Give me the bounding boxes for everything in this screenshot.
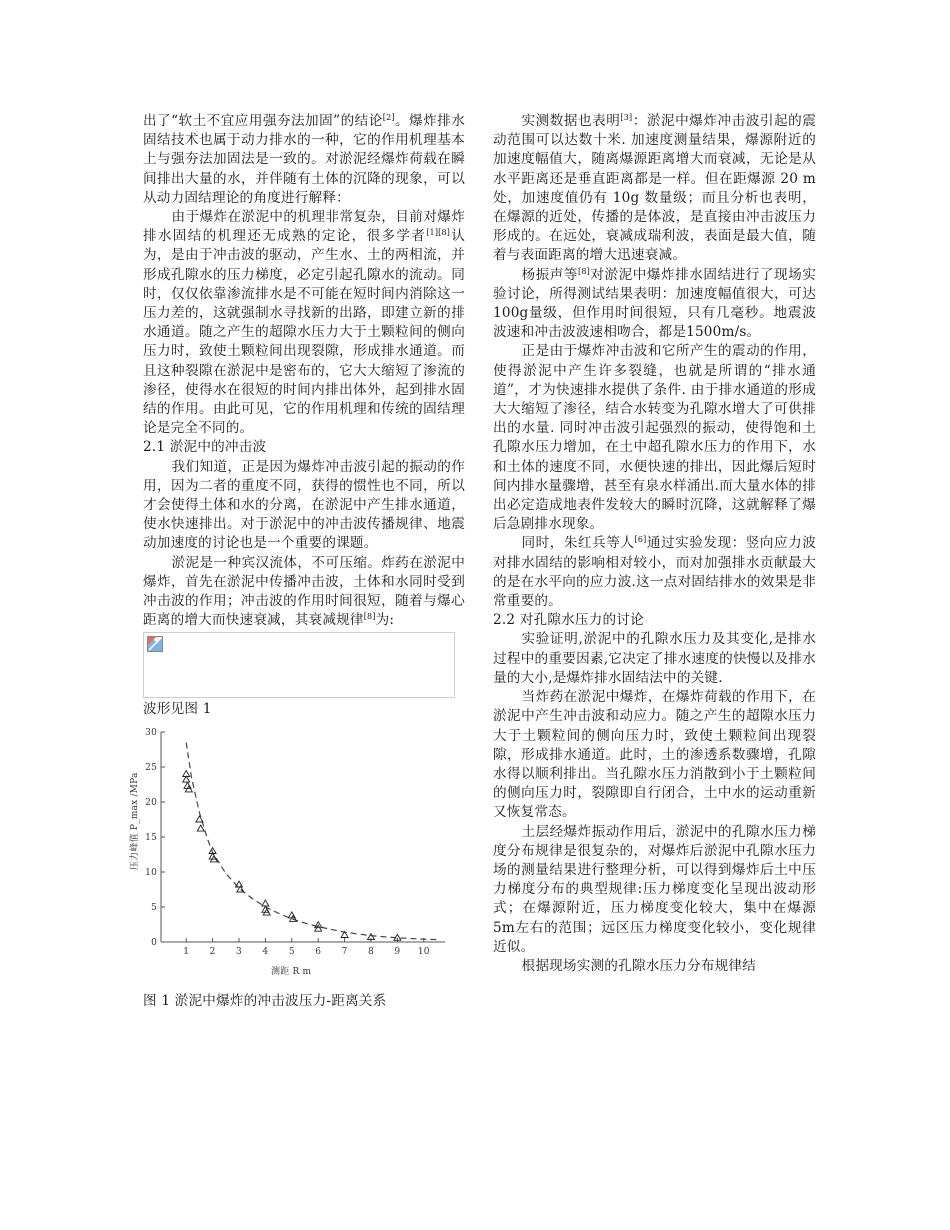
section-heading: 2.2 对孔隙水压力的讨论	[493, 612, 644, 629]
y-tick-label: 25	[145, 762, 157, 773]
paragraph: 当炸药在淤泥中爆炸，在爆炸荷载的作用下，在淤泥中产生冲击波和动应力。随之产生的超隙水压力大于土颗粒间的侧向压力时，致使土颗粒间出现裂隙，形成排水通道。此时，土的渗透系数骤增，孔隙水得以顺利排出。当孔隙水压力消散到小于土颗粒间的侧向压力时，裂隙即自行闭合，土中水的运动重新又恢复常态。	[493, 689, 816, 821]
paragraph: 实测数据也表明[3]：淤泥中爆炸冲击波引起的震动范围可以达数十米. 加速度测量结果，爆源附近的加速度幅值大，随离爆源距离增大而衰减，无论是从水平距离还是垂直距离都是一样。但在距爆源 20 m处，加速度值仍有 10g 数量级；而且分析也表明，在爆源的近处，传播的是体波，是直接由冲击波压力形成的。在远处，衰减成瑞利波，表面是最大值，随着与表面距离的增大迅速衰减。	[493, 113, 816, 264]
x-tick-label: 8	[368, 946, 374, 957]
left-column	[130, 112, 466, 1011]
pressure-distance-chart	[130, 722, 465, 984]
data-point	[185, 786, 192, 792]
paragraph: 我们知道，正是因为爆炸冲击波引起的振动的作用，因为二者的重度不同，获得的惯性也不同，所以才会使得土体和水的分离，在淤泥中产生排水通道，使水快速排出。对于淤泥中的冲击波传播规律、地震动加速度的讨论也是一个重要的课题。	[143, 458, 465, 552]
y-tick-label: 5	[151, 902, 157, 913]
citation: [8]	[363, 612, 376, 622]
y-tick-label: 20	[145, 797, 157, 808]
y-tick-label: 15	[145, 832, 157, 843]
x-tick-label: 6	[315, 946, 322, 957]
paragraph: 杨振声等[8]对淤泥中爆炸排水固结进行了现场实验讨论，所得测试结果表明：加速度幅值很大，可达100g量级，但作用时间很短，只有几毫秒。地震波波速和冲击波波速相吻合，都是1500m/s。	[493, 266, 816, 341]
citation: [1][8]	[426, 228, 451, 238]
x-tick-label: 10	[417, 946, 430, 957]
paragraph: 淤泥是一种宾汉流体，不可压缩。炸药在淤泥中爆炸，首先在淤泥中传播冲击波，土体和水同时受到冲击波的作用；冲击波的作用时间很短，随着与爆心距离的增大而快速衰减，其衰减规律[8]为:	[143, 554, 465, 629]
x-tick-label: 4	[262, 946, 269, 957]
x-tick-label: 5	[288, 946, 295, 957]
section-heading: 2.1 淤泥中的冲击波	[143, 439, 267, 456]
data-point	[183, 776, 190, 782]
citation: [2]	[382, 113, 395, 122]
figure-caption: 图 1 淤泥中爆炸的冲击波压力-距离关系	[143, 992, 387, 1009]
y-tick-label: 0	[151, 937, 157, 948]
right-column	[493, 112, 816, 976]
y-tick-label: 10	[145, 867, 157, 878]
data-point	[262, 900, 269, 906]
citation: [6]	[634, 535, 647, 545]
formula-image-placeholder	[143, 632, 455, 698]
broken-image-icon	[147, 636, 163, 652]
fit-curve	[186, 742, 437, 939]
paragraph: 土层经爆炸振动作用后，淤泥中的孔隙水压力梯度分布规律是很复杂的，对爆炸后淤泥中孔隙水压力场的测量结果进行整理分析，可以得到爆炸后土中压力梯度分布的典型规律:压力梯度变化呈现出波动形式；在爆源附近，压力梯度变化较大，集中在爆源5m左右的范围；远区压力梯度变化较小，变化规律近似。	[493, 823, 816, 955]
x-tick-label: 2	[209, 946, 216, 957]
paragraph: 实验证明,淤泥中的孔隙水压力及其变化,是排水过程中的重要因素,它决定了排水速度的快慢以及排水量的大小,是爆炸排水固结法中的关键.	[493, 631, 816, 686]
x-tick-label: 9	[394, 946, 401, 957]
y-axis-label: 压力峰值 P_max /MPa	[130, 772, 140, 870]
x-tick-label: 7	[341, 946, 348, 957]
paragraph: 同时，朱红兵等人[6]通过实验发现：竖向应力波对排水固结的影响相对较小，而对加强排水贡献最大的是在水平向的应力波.这一点对固结排水的效果是非常重要的。	[493, 535, 816, 610]
x-tick-label: 3	[236, 946, 242, 957]
x-axis-label: 测距 R m	[271, 966, 312, 977]
paragraph: 根据现场实测的孔隙水压力分布规律结	[521, 957, 757, 974]
citation: [8]	[578, 266, 590, 276]
figure-1	[130, 722, 465, 984]
paragraph: 波形见图 1	[143, 701, 212, 718]
x-tick-label: 1	[183, 946, 190, 957]
y-tick-label: 30	[145, 727, 157, 738]
paragraph: 由于爆炸在淤泥中的机理非常复杂，目前对爆炸排水固结的机理还无成熟的定论，很多学者[1][8]认为，是由于冲击波的驱动，产生水、土的两相流，并形成孔隙水的压力梯度，必定引起孔隙水的流动。同时，仅仅依靠渗流排水是不可能在短时间内消除这一压力差的，这就强制水寻找新的出路，即建立新的排水通道。随之产生的超隙水压力大于土颗粒间的侧向压力时，致使土颗粒间出现裂隙，形成排水通道。而且这种裂隙在淤泥中是密布的，它大大缩短了渗流的渗径，使得水在很短的时间内排出体外，起到排水固结的作用。由此可见，它的作用机理和传统的固结理论是完全不同的。	[143, 209, 465, 437]
paragraph: 正是由于爆炸冲击波和它所产生的震动的作用，使得淤泥中产生许多裂缝，也就是所谓的“排水通道”，才为快速排水提供了条件. 由于排水通道的形成大大缩短了渗径，结合水转变为孔隙水增大了可供排出的水量. 同时冲击波引起强烈的振动，使得饱和土孔隙水压力增加，在土中超孔隙水压力的作用下，水和土体的速度不同，水便快速的排出，因此爆后短时间内排水量骤增，甚至有泉水样涌出.而大量水体的排出必定造成地表件发较大的瞬时沉降，这就解释了爆后急剧排水现象。	[493, 343, 816, 533]
paragraph: 出了“软土不宜应用强夯法加固”的结论[2]。爆炸排水固结技术也属于动力排水的一种，它的作用机理基本上与强夯法加固法是一致的。对淤泥经爆炸荷载在瞬间排出大量的水，并伴随有土体的沉降的现象，可以从动力固结理论的角度进行解释：	[143, 113, 466, 206]
citation: [3]	[620, 113, 633, 122]
